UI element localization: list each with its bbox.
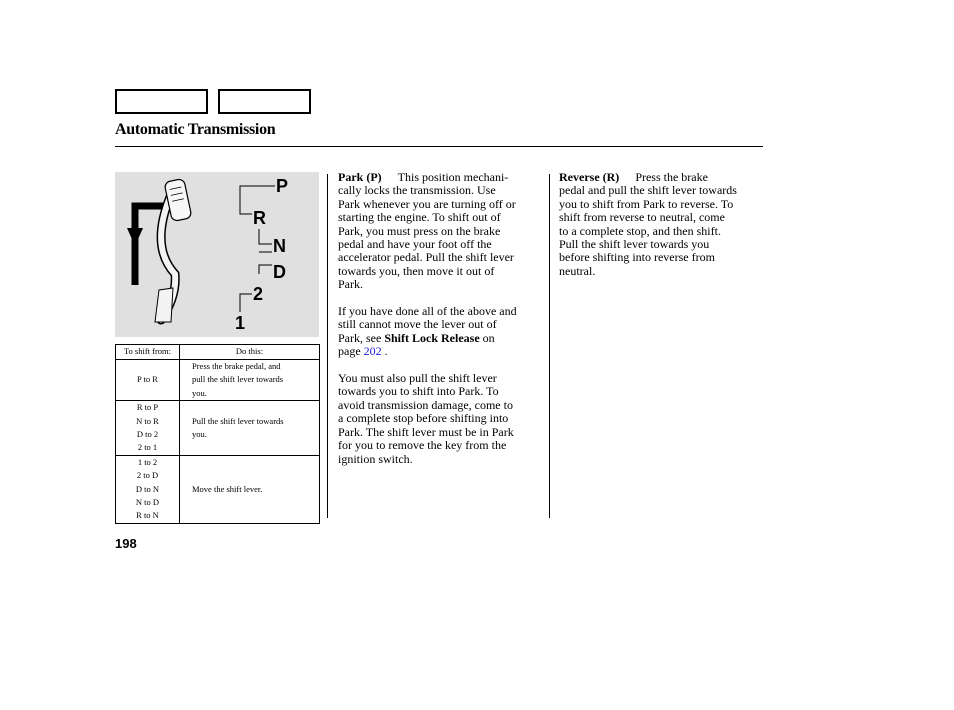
gear-label-2: 2 xyxy=(253,284,264,304)
shift-action-text: you. xyxy=(192,429,207,440)
shift-lever-diagram xyxy=(115,172,319,337)
page-number: 198 xyxy=(115,536,137,551)
gear-label-p: P xyxy=(276,176,289,196)
gate-line xyxy=(259,229,272,244)
shift-from-cell xyxy=(116,401,180,456)
text-line: towards you to shift into Park. To xyxy=(338,384,499,399)
text-line: pedal and have your foot off the xyxy=(338,237,492,252)
gear-label-1: 1 xyxy=(235,313,246,333)
nav-button-previous[interactable] xyxy=(115,89,208,114)
text-run: Press the brake xyxy=(635,170,708,184)
text-run: This position mechani- xyxy=(397,170,509,184)
gear-label-d: D xyxy=(273,262,286,282)
text-line: before shifting into reverse from xyxy=(559,250,715,265)
shift-lever-illustration xyxy=(115,172,319,337)
shift-from-value: N to R xyxy=(136,415,159,426)
page-title: Automatic Transmission xyxy=(115,121,276,138)
reverse-paragraph xyxy=(559,171,763,278)
text-line xyxy=(338,345,543,358)
text-line: avoid transmission damage, come to xyxy=(338,397,513,412)
shift-action-cell xyxy=(180,401,320,456)
text-run: Park, see xyxy=(338,330,385,345)
shift-action-cell xyxy=(180,455,320,523)
table-header-row xyxy=(116,345,320,360)
text-line: accelerator pedal. Pull the shift lever xyxy=(338,250,514,265)
text-line: pedal and pull the shift lever towards xyxy=(559,183,737,198)
column-header: Do this: xyxy=(180,345,320,360)
shift-action-text: Press the brake pedal, and xyxy=(192,361,281,371)
text-line: ignition switch. xyxy=(338,451,413,466)
text-line: towards you, then move it out of xyxy=(338,263,495,278)
text-run: on xyxy=(479,330,495,345)
gear-label-r: R xyxy=(253,208,266,228)
column-divider xyxy=(327,174,328,518)
reverse-heading: Reverse (R) xyxy=(559,170,620,184)
page-202-link[interactable]: 202 xyxy=(363,344,382,359)
text-line: If you have done all of the above and xyxy=(338,304,517,319)
text-line: starting the engine. To shift out of xyxy=(338,210,501,225)
shift-from-value: 2 to D xyxy=(136,470,159,481)
lever-base xyxy=(155,288,173,322)
nav-button-next[interactable] xyxy=(218,89,311,114)
shift-procedure-table xyxy=(115,344,320,524)
shift-action-text: you. xyxy=(192,387,207,398)
park-section xyxy=(338,171,543,479)
gear-label-n: N xyxy=(273,236,286,256)
text-line: Park. xyxy=(338,277,363,292)
table-row xyxy=(116,360,320,401)
shift-from-value: 2 to 1 xyxy=(137,442,158,453)
text-line xyxy=(338,332,543,345)
text-line: Park. The shift lever must be in Park xyxy=(338,424,514,439)
table-row xyxy=(116,455,320,523)
shift-from-cell xyxy=(116,455,180,523)
arrow-head xyxy=(127,228,143,246)
shift-from-value: D to N xyxy=(135,483,160,494)
text-run: . xyxy=(381,344,388,359)
text-line xyxy=(338,171,543,184)
text-line: still cannot move the lever out of xyxy=(338,317,497,332)
column-divider xyxy=(549,174,550,518)
gate-line xyxy=(240,294,252,312)
column-header: To shift from: xyxy=(116,345,180,360)
shift-action-text: Move the shift lever. xyxy=(192,483,263,494)
text-line: Park, you must press on the brake xyxy=(338,223,501,238)
shift-lock-paragraph xyxy=(338,305,543,359)
shift-action-cell xyxy=(180,360,320,401)
text-run: page xyxy=(338,344,364,359)
text-line: a complete stop before shifting into xyxy=(338,411,509,426)
shift-from-value: P to R xyxy=(137,374,158,385)
shift-from-value: R to N xyxy=(136,510,159,521)
reverse-section xyxy=(559,171,763,292)
text-line: neutral. xyxy=(559,263,596,278)
park-paragraph xyxy=(338,171,543,292)
park-caution-paragraph xyxy=(338,372,543,466)
shift-from-value: D to 2 xyxy=(136,429,159,440)
shift-from-value: N to D xyxy=(135,497,160,508)
shift-lock-release-reference: Shift Lock Release xyxy=(384,330,480,345)
shift-from-value: 1 to 2 xyxy=(137,456,158,467)
text-line: you to shift from Park to reverse. To xyxy=(559,196,734,211)
text-line xyxy=(559,171,763,184)
text-line: for you to remove the key from the xyxy=(338,438,507,453)
shift-from-value: R to P xyxy=(136,402,159,413)
text-line: cally locks the transmission. Use xyxy=(338,183,496,198)
table-row xyxy=(116,401,320,456)
text-line: shift from reverse to neutral, come xyxy=(559,210,725,225)
shift-action-text: pull the shift lever towards xyxy=(192,374,284,385)
shift-action-text: Pull the shift lever towards xyxy=(192,415,284,426)
text-line: Pull the shift lever towards you xyxy=(559,237,710,252)
gate-line xyxy=(259,265,272,274)
text-line: You must also pull the shift lever xyxy=(338,371,497,386)
shift-from-cell xyxy=(116,360,180,401)
title-divider xyxy=(115,146,763,147)
park-heading: Park (P) xyxy=(338,170,382,184)
text-line: to a complete stop, and then shift. xyxy=(559,223,721,238)
text-line: Park whenever you are turning off or xyxy=(338,196,516,211)
